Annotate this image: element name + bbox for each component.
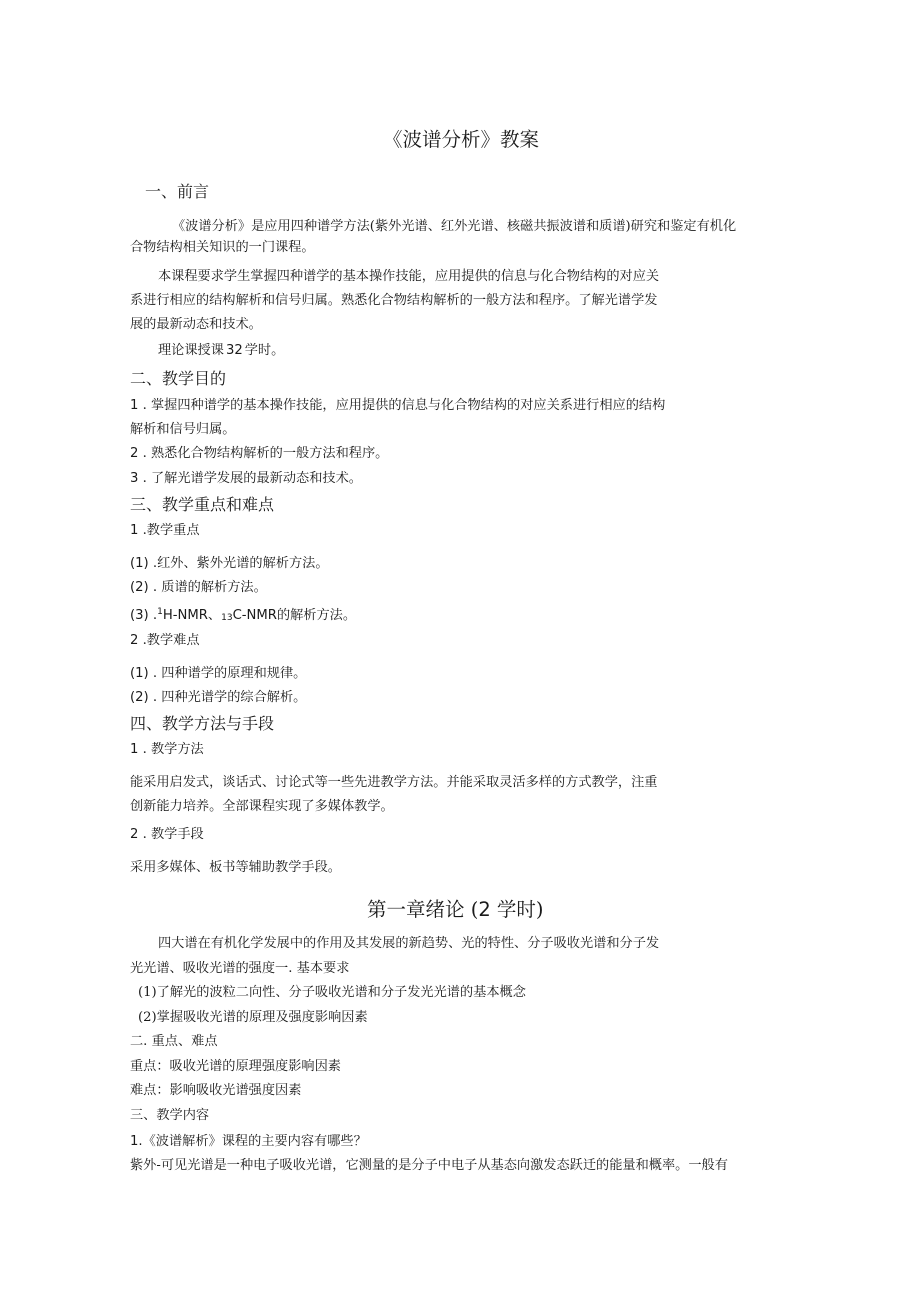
list-number: 2	[130, 633, 139, 648]
text-span: C-NMR	[232, 608, 277, 623]
text-span: . 教学方法	[142, 742, 204, 757]
text-span: 学时。	[244, 343, 285, 358]
section-heading-preface: 一、前言	[145, 182, 210, 201]
text-span: .红外、紫外光谱的解析方法。	[152, 556, 329, 571]
paragraph-line: 重点：吸收光谱的原理强度影响因素	[130, 1059, 341, 1074]
subsection-heading	[130, 522, 200, 540]
text-span: 《波谱解析》课程的主要内容有哪些？	[142, 1134, 367, 1149]
subscript: 13	[221, 613, 233, 623]
section-heading-goals: 二、教学目的	[130, 369, 227, 388]
section-heading-methods: 四、教学方法与手段	[130, 714, 275, 733]
text-span: H-NMR	[162, 608, 208, 623]
hours-number: 2	[478, 898, 491, 921]
text-span: .	[152, 608, 158, 623]
text-span: . 熟悉化合物结构解析的一般方法和程序。	[142, 446, 389, 461]
text-span: . 质谱的解析方法。	[152, 580, 267, 595]
text-span: . 教学手段	[142, 827, 204, 842]
text-span: 、	[207, 608, 222, 623]
text-span: 学时)	[490, 898, 544, 921]
paragraph-line: 四大谱在有机化学发展中的作用及其发展的新趋势、光的特性、分子吸收光谱和分子发	[158, 936, 660, 951]
list-number: 1	[130, 742, 139, 757]
paragraph-line: 合物结构相关知识的一门课程。	[130, 240, 315, 255]
hours-number: 32	[225, 343, 243, 358]
subsection-heading: 二. 重点、难点	[130, 1034, 218, 1049]
text-span: .教学难点	[142, 633, 200, 648]
text-span: . 四种光谱学的综合解析。	[152, 690, 307, 705]
list-number: (1)	[130, 556, 149, 571]
list-number: (3)	[130, 608, 149, 623]
text-span: 第一章绪论 (	[367, 898, 479, 921]
list-item	[130, 1133, 367, 1151]
list-item	[130, 603, 356, 627]
list-number: 1.	[130, 1134, 143, 1149]
paragraph-line: 系进行相应的结构解析和信号归属。熟悉化合物结构解析的一般方法和程序。了解光谱学发	[130, 293, 658, 308]
paragraph-line	[158, 342, 284, 360]
paragraph-line: 解析和信号归属。	[130, 422, 236, 437]
subsection-heading	[130, 632, 200, 650]
text-span: .教学重点	[142, 523, 200, 538]
paragraph-line: 采用多媒体、板书等辅助教学手段。	[130, 860, 341, 875]
paragraph-line: 本课程要求学生掌握四种谱学的基本操作技能，应用提供的信息与化合物结构的对应关	[158, 269, 660, 284]
list-number: 1	[130, 398, 139, 413]
list-item	[130, 689, 306, 707]
page-title: 《波谱分析》教案	[383, 128, 540, 151]
paragraph-line: 光光谱、吸收光谱的强度一. 基本要求	[130, 961, 350, 976]
list-item	[130, 665, 306, 683]
subsection-heading	[130, 741, 204, 759]
text-span: 理论课授课	[158, 343, 224, 358]
paragraph-line: 能采用启发式，谈话式、讨论式等一些先进教学方法。并能采取灵活多样的方式教学，注重	[130, 775, 658, 790]
list-item	[130, 470, 362, 488]
list-number: (1)	[130, 666, 149, 681]
list-item	[130, 579, 267, 597]
text-span: 的解析方法。	[276, 608, 357, 623]
text-span: . 了解光谱学发展的最新动态和技术。	[142, 471, 362, 486]
chapter-heading	[367, 897, 544, 923]
subsection-heading: 三、教学内容	[130, 1108, 210, 1123]
list-number: 1	[130, 523, 139, 538]
list-item: (1)了解光的波粒二向性、分子吸收光谱和分子发光光谱的基本概念	[138, 985, 526, 1000]
text-span: . 掌握四种谱学的基本操作技能，应用提供的信息与化合物结构的对应关系进行相应的结构	[142, 398, 666, 413]
paragraph-line: 创新能力培养。全部课程实现了多媒体教学。	[130, 799, 394, 814]
subsection-heading	[130, 826, 204, 844]
superscript: 1	[157, 607, 163, 617]
paragraph-line: 紫外-可见光谱是一种电子吸收光谱，它测量的是分子中电子从基态向激发态跃迁的能量和概率。一般有	[130, 1158, 728, 1173]
section-heading-key-points: 三、教学重点和难点	[130, 495, 275, 514]
list-item	[130, 445, 388, 463]
list-item	[130, 555, 329, 573]
list-number: (2)	[130, 580, 149, 595]
paragraph-line: 展的最新动态和技术。	[130, 317, 262, 332]
paragraph-line: 难点：影响吸收光谱强度因素	[130, 1083, 302, 1098]
paragraph-line: 《波谱分析》是应用四种谱学方法(紫外光谱、红外光谱、核磁共振波谱和质谱)研究和鉴定有机化	[172, 219, 737, 234]
list-item	[130, 397, 665, 415]
text-span: . 四种谱学的原理和规律。	[152, 666, 307, 681]
list-number: 3	[130, 471, 139, 486]
list-number: (2)	[130, 690, 149, 705]
list-item: (2)掌握吸收光谱的原理及强度影响因素	[138, 1010, 368, 1025]
list-number: 2	[130, 827, 139, 842]
list-number: 2	[130, 446, 139, 461]
